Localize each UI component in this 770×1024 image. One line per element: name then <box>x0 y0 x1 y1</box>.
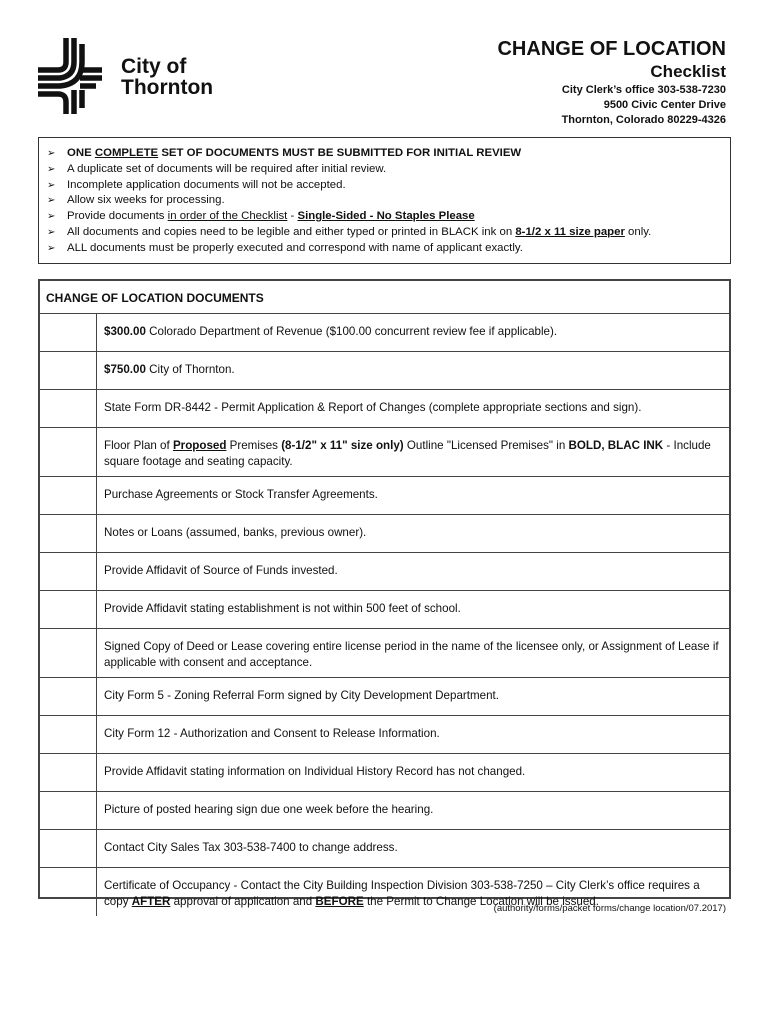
office-phone: City Clerk’s office 303-538-7230 <box>561 84 726 96</box>
city-logo <box>36 36 104 116</box>
table-row: State Form DR-8442 - Permit Application & Report of Changes (complete appropriate sections and sign). <box>40 390 729 428</box>
table-row: Purchase Agreements or Stock Transfer Agreements. <box>40 477 729 515</box>
instruction-item: ➢ ONE COMPLETE SET OF DOCUMENTS MUST BE SUBMITTED FOR INITIAL REVIEW <box>47 146 730 162</box>
arrowhead-bullet-icon: ➢ <box>47 226 56 238</box>
checkbox-cell[interactable] <box>40 553 97 590</box>
table-row: City Form 12 - Authorization and Consent to Release Information. <box>40 716 729 754</box>
page-subtitle: Checklist <box>650 62 726 81</box>
street-address: 9500 Civic Center Drive <box>603 99 726 111</box>
checkbox-cell[interactable] <box>40 868 97 916</box>
table-row: Notes or Loans (assumed, banks, previous owner). <box>40 515 729 553</box>
instruction-item: ➢ Allow six weeks for processing. <box>47 193 730 209</box>
instruction-item: ➢ All documents and copies need to be legible and either typed or printed in BLACK ink on 8-1/2 x 11 size paper only. <box>47 225 730 241</box>
arrowhead-bullet-icon: ➢ <box>47 242 56 254</box>
table-row: Signed Copy of Deed or Lease covering entire license period in the name of the licensee only, or Assignment of Lease if applicable with consent and acceptance. <box>40 629 729 678</box>
instruction-item: ➢ Provide documents in order of the Checklist - Single-Sided - No Staples Please <box>47 209 730 225</box>
arrowhead-bullet-icon: ➢ <box>47 163 56 175</box>
table-row: Picture of posted hearing sign due one week before the hearing. <box>40 792 729 830</box>
table-row: Provide Affidavit of Source of Funds invested. <box>40 553 729 591</box>
logo-wordmark <box>121 56 213 98</box>
documents-table <box>38 279 731 908</box>
logo-line-1: City of <box>121 55 187 78</box>
checkbox-cell[interactable] <box>40 591 97 628</box>
instruction-item: ➢ A duplicate set of documents will be required after initial review. <box>47 162 730 178</box>
table-row: $300.00 Colorado Department of Revenue ($100.00 concurrent review fee if applicable). <box>40 314 729 352</box>
table-row: Floor Plan of Proposed Premises (8-1/2" x 11" size only) Outline "Licensed Premises" in BOLD, BLAC INK - Include square footage and seating capacity. <box>40 428 729 477</box>
table-row: Contact City Sales Tax 303-538-7400 to change address. <box>40 830 729 868</box>
arrowhead-bullet-icon: ➢ <box>47 148 56 159</box>
checkbox-cell[interactable] <box>40 477 97 514</box>
table-row: $750.00 City of Thornton. <box>40 352 729 390</box>
checkbox-cell[interactable] <box>40 629 97 677</box>
form-reference-note: (authority/forms/packet forms/change location/07.2017) <box>493 903 726 914</box>
logo-line-2: Thornton <box>121 76 214 99</box>
instruction-item: ➢ Incomplete application documents will not be accepted. <box>47 178 730 194</box>
arrowhead-bullet-icon: ➢ <box>47 195 56 207</box>
table-row: Provide Affidavit stating information on Individual History Record has not changed. <box>40 754 729 792</box>
arrowhead-bullet-icon: ➢ <box>47 211 56 223</box>
checkbox-cell[interactable] <box>40 314 97 351</box>
page-title: CHANGE OF LOCATION <box>497 38 726 60</box>
checkbox-cell[interactable] <box>40 678 97 715</box>
checkbox-cell[interactable] <box>40 352 97 389</box>
table-row: Provide Affidavit stating establishment is not within 500 feet of school. <box>40 591 729 629</box>
checkbox-cell[interactable] <box>40 515 97 552</box>
checkbox-cell[interactable] <box>40 792 97 829</box>
instruction-item: ➢ ALL documents must be properly executed and correspond with name of applicant exactly. <box>47 241 730 257</box>
table-row: Certificate of Occupancy - Contact the City Building Inspection Division 303-538-7250 – City Clerk’s office requires a copy AFTER approval of application and BEFORE the Permit to Change Location will be issued. <box>40 868 729 916</box>
documents-heading: CHANGE OF LOCATION DOCUMENTS <box>40 281 729 314</box>
checkbox-cell[interactable] <box>40 754 97 791</box>
checkbox-cell[interactable] <box>40 390 97 427</box>
checkbox-cell[interactable] <box>40 830 97 867</box>
checkbox-cell[interactable] <box>40 428 97 476</box>
table-row: City Form 5 - Zoning Referral Form signed by City Development Department. <box>40 678 729 716</box>
city-address: Thornton, Colorado 80229-4326 <box>561 114 726 126</box>
instructions-box <box>38 137 731 264</box>
arrowhead-bullet-icon: ➢ <box>47 179 56 191</box>
checkbox-cell[interactable] <box>40 716 97 753</box>
